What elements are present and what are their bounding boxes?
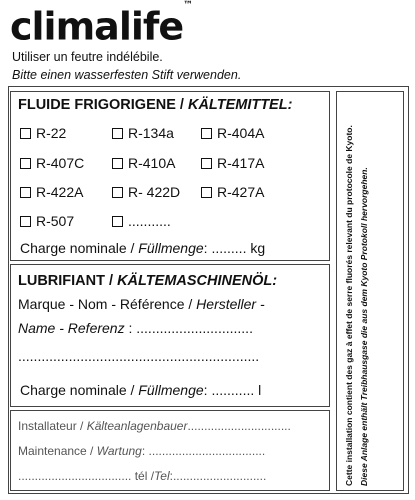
option-r422d[interactable]: R- 422D [112,184,180,200]
kyoto-notice-text [344,94,370,486]
lubricant-title: LUBRIFIANT / KÄLTEMASCHINENÖL: [18,273,278,289]
option-r134a[interactable]: R-134a [112,125,174,141]
option-r427a[interactable]: R-427A [201,184,264,200]
maintenance-line: Maintenance / Wartung: ................................... [18,444,266,458]
instruction-french: Utiliser un feutre indélébile. [12,50,163,64]
checkbox[interactable] [20,216,31,227]
option-r22[interactable]: R-22 [20,125,66,141]
checkbox[interactable] [112,158,123,169]
checkbox[interactable] [112,187,123,198]
lubricant-reference-line: Name - Referenz : .............................. [18,320,253,336]
checkbox[interactable] [201,158,212,169]
checkbox[interactable] [20,128,31,139]
phone-line: .................................. tél /Tel:............................ [18,469,267,483]
option-other[interactable]: ........... [112,213,171,229]
option-r507[interactable]: R-507 [20,213,74,229]
option-r407c[interactable]: R-407C [20,155,84,171]
checkbox[interactable] [20,187,31,198]
checkbox[interactable] [201,187,212,198]
refrigerant-section [10,91,330,261]
lubricant-extra-line: .............................................................. [18,348,260,364]
instruction-german: Bitte einen wasserfesten Stift verwenden. [12,68,242,82]
checkbox[interactable] [201,128,212,139]
refrigerant-charge: Charge nominale / Füllmenge: ......... kg [20,240,266,256]
refrigerant-title: FLUIDE FRIGORIGENE / KÄLTEMITTEL: [18,97,293,113]
option-r422a[interactable]: R-422A [20,184,83,200]
checkbox[interactable] [112,128,123,139]
checkbox[interactable] [20,158,31,169]
checkbox[interactable] [112,216,123,227]
option-r410a[interactable]: R-410A [112,155,175,171]
option-r404a[interactable]: R-404A [201,125,264,141]
lubricant-charge: Charge nominale / Füllmenge: ........... l [20,382,262,398]
climalife-logo: climalife™ [10,0,194,49]
option-r417a[interactable]: R-417A [201,155,264,171]
kyoto-notice-german: Diese Anlage enthält Treibhausgase die aus dem Kyoto Protokoll hervorgehen. [359,167,369,486]
lubricant-brand-line: Marque - Nom - Référence / Hersteller - [18,296,265,312]
kyoto-notice-french: Cette installation contient des gaz à effet de serre fluorés relevant du protocole de Kyoto. [344,125,354,486]
installer-line: Installateur / Kälteanlagenbauer............................... [18,419,291,433]
